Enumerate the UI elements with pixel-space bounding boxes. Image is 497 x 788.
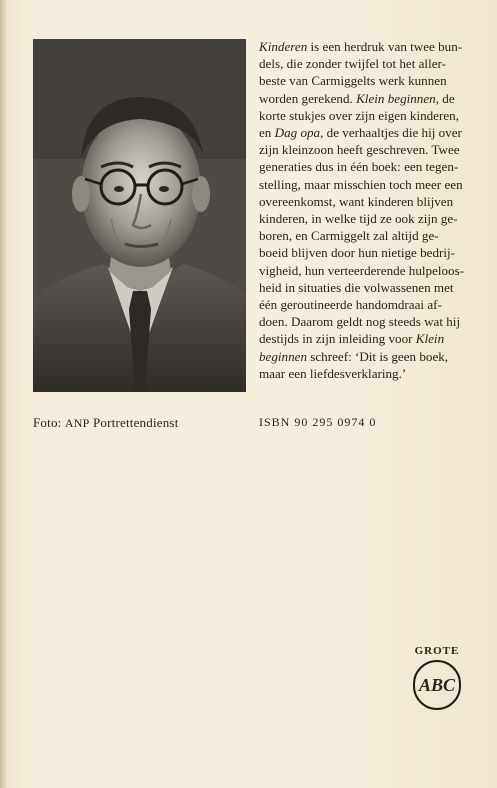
- blurb-title-italic: Dag opa: [274, 125, 321, 141]
- blurb-text-run: korte stukjes over zijn eigen kinderen,: [259, 107, 459, 123]
- blurb-title-italic: Klein beginnen: [356, 90, 436, 106]
- author-portrait-photo: [33, 39, 246, 392]
- blurb-line: [259, 365, 481, 382]
- blurb-text-run: schreef: ‘Dit is geen boek,: [307, 348, 449, 364]
- blurb-line: [259, 193, 481, 210]
- blurb-text-run: , de verhaaltjes die hij over: [320, 125, 462, 141]
- isbn-number: ISBN 90 295 0974 0: [259, 415, 377, 429]
- photo-credit-agency: ANP: [64, 416, 90, 430]
- blurb-text-run: zijn kleinzoon heeft geschreven. Twee: [259, 142, 460, 158]
- blurb-text-run: overeenkomst, want kinderen blijven: [259, 193, 454, 209]
- blurb-line: [259, 296, 481, 313]
- photo-credit-prefix: Foto:: [33, 415, 62, 430]
- blurb-line: [259, 124, 481, 141]
- blurb-line: [259, 262, 481, 279]
- logo-badge-text: ABC: [418, 674, 456, 695]
- portrait-illustration: [33, 39, 246, 392]
- blurb-text-run: maar een liefdesverklaring.’: [259, 365, 407, 381]
- blurb-line: [259, 141, 481, 158]
- blurb-text-run: beste van Carmiggelts werk kunnen: [259, 73, 447, 89]
- logo-badge: [413, 660, 461, 710]
- blurb-text-run: worden gerekend.: [259, 90, 357, 106]
- blurb-line: [259, 210, 481, 227]
- blurb-line: [259, 227, 481, 244]
- blurb-text-run: doen. Daarom geldt nog steeds wat hij: [259, 314, 461, 330]
- blurb-line: [259, 72, 481, 89]
- blurb-line: [259, 313, 481, 330]
- blurb-title-italic: Klein: [415, 331, 445, 347]
- photo-credit-service: Portrettendienst: [92, 415, 179, 430]
- blurb-text-run: boren, en Carmiggelt zal altijd ge-: [259, 228, 439, 244]
- blurb-title-italic: Kinderen: [259, 39, 308, 54]
- blurb-text-run: , de: [435, 90, 455, 106]
- blurb-text: [259, 38, 481, 382]
- blurb-text-run: generaties dus in één boek: een tegen-: [259, 159, 459, 175]
- blurb-line: [259, 90, 481, 107]
- blurb-line: [259, 158, 481, 175]
- photo-credit: [33, 415, 179, 431]
- blurb-line: [259, 107, 481, 124]
- blurb-line: [259, 55, 481, 72]
- blurb-line: [259, 38, 481, 55]
- blurb-text-run: één geroutineerde handomdraai af-: [259, 297, 442, 313]
- blurb-title-italic: beginnen: [259, 348, 307, 364]
- blurb-text-run: is een herdruk van twee bun-: [307, 39, 463, 54]
- cover-edge: [0, 0, 6, 788]
- blurb-text-run: stelling, maar misschien toch meer een: [259, 176, 463, 192]
- blurb-text-run: kinderen, in welke tijd ze ook zijn ge-: [259, 211, 458, 227]
- grote-abc-logo: [407, 645, 467, 715]
- blurb-text-run: boeid blijven door hun nietige bedrij-: [259, 245, 455, 261]
- blurb-text-run: vigheid, hun verteerderende hulpeloos-: [259, 262, 465, 278]
- blurb-text-run: dels, die zonder twijfel tot het aller-: [259, 56, 446, 72]
- blurb-line: [259, 348, 481, 365]
- blurb-line: [259, 330, 481, 347]
- blurb-text-run: heid in situaties die volwassenen met: [259, 279, 454, 295]
- blurb-text-run: en: [259, 125, 275, 141]
- blurb-line: [259, 176, 481, 193]
- blurb-line: [259, 279, 481, 296]
- logo-series-label: GROTE: [414, 645, 460, 657]
- blurb-line: [259, 244, 481, 261]
- blurb-text-run: destijds in zijn inleiding voor: [259, 331, 416, 347]
